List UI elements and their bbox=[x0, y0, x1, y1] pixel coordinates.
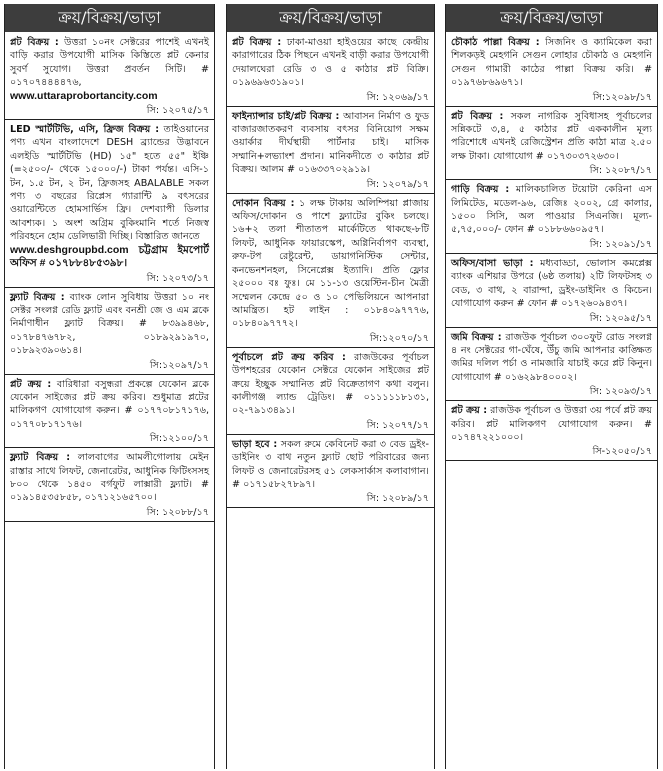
ad-body: সকল রুমে কেবিনেট করা ৩ বেড ড্রইং-ডাইনিং ৩ বাথ নতুন ফ্ল্যাট ছোট পরিবারের জন্য লিফট ও জেনারেটরসহ ৫১ লেকসার্কাস কলাবাগান। # ০১৭১৫৮২৭৮৯৭। bbox=[232, 438, 429, 490]
column-header: ক্রয়/বিক্রয়/ভাড়া bbox=[5, 4, 214, 32]
ad-title: ফ্ল্যাট বিক্রয় : bbox=[10, 452, 71, 464]
ad-body: সকল নাগরিক সুবিধাসহ পূর্বাচলের সন্নিকটে ৩,৪, ৫ কাঠার প্লট এককালীন মূল্য পরিশোধে এখনই রেজিস্ট্রেশন প্রতি কাঠা মাত্র ২.৫০ লক্ষ টাকা। যোগাযোগ # ০১৭৩০৩৭২৬৩০। bbox=[451, 110, 652, 162]
ad-title: গাড়ি বিক্রয় : bbox=[451, 184, 510, 196]
column-header: ক্রয়/বিক্রয়/ভাড়া bbox=[446, 4, 657, 32]
classified-ad bbox=[5, 36, 214, 103]
ad-title: ফাইন্যান্সার চাই/প্লট বিক্রয় : bbox=[232, 110, 340, 122]
ad-title: প্লট ক্রয় : bbox=[10, 378, 52, 390]
ad-reference: সি: ১২০৭৭/১৭ bbox=[227, 418, 434, 435]
classified-ad bbox=[227, 36, 434, 90]
classified-column-2 bbox=[226, 4, 435, 769]
ad-body: মধ্যবাড্ডা, ভোলাস কমপ্লেক্স ব্যাংক এশিয়ার উপরে (৬ষ্ঠ তলায়) ২টি লিফটসহ ৩ বেড, ৩ বাথ, ২ বারান্দা, ড্রইং-ডাইনিং ও কিচেন। যোগাযোগ করুন # ফোন # ০১৭২৬০৯৪৩৭। bbox=[451, 257, 652, 310]
ad-reference: সি:১২১০০/১৭ bbox=[5, 431, 214, 448]
ad-title: জমি বিক্রয় : bbox=[451, 331, 502, 343]
ad-body: সিজনিং ও ক্যামিকেল করা শিলকড়ই মেহগনি সেগুন লোহার চৌকাঠ ও মেহগনি সেগুন গামারী কাঠের পাল্লা বিক্রয় করি। # ০১৯৭৬৮৬৯৬৭১। bbox=[451, 37, 652, 89]
ad-reference: সি: ১২০৮৭/১৭ bbox=[446, 163, 657, 180]
ad-reference: সি: ১২০৭৫/১৭ bbox=[5, 103, 214, 120]
classified-ad bbox=[227, 110, 434, 177]
ad-reference: সি: ১২০৮৯/১৭ bbox=[227, 491, 434, 508]
ad-title: প্লট বিক্রয় : bbox=[232, 37, 282, 48]
classified-ad bbox=[446, 36, 657, 90]
ad-title: দোকান বিক্রয় : bbox=[232, 197, 295, 209]
ad-body: লালবাগের আমলীগোলায় মেইন রাস্তার সাথে লিফট, জেনারেটর, আধুনিক ফিটিংসসহ ৮০০ থেকে ১৪৫০ বর্গফুট লাক্সারী ফ্ল্যাট। # ০১৯১৪৫৩৫৮৫৮, ০১৭১২১৬৫৭০০। bbox=[10, 452, 209, 504]
classified-ad bbox=[446, 110, 657, 164]
classified-ad bbox=[446, 331, 657, 385]
ad-title: প্লট বিক্রয় : bbox=[10, 37, 59, 48]
ad-reference: সি:১২০৯৮/১৭ bbox=[446, 90, 657, 107]
classified-ad bbox=[227, 438, 434, 492]
ad-title: ফ্ল্যাট বিক্রয় : bbox=[10, 291, 65, 303]
column-header: ক্রয়/বিক্রয়/ভাড়া bbox=[227, 4, 434, 32]
ad-reference: সি:১২০৯৭/১৭ bbox=[5, 358, 214, 375]
ad-title: পূর্বাচলে প্লট ক্রয় করিব : bbox=[232, 351, 346, 363]
ad-reference: সি-১২০৫০/১৭ bbox=[446, 444, 657, 461]
classified-ad bbox=[446, 404, 657, 444]
classified-ad bbox=[446, 183, 657, 237]
ad-body: রাজউক পূর্বাচল ৩০০ফুট রোড সংলগ্ন ৪ নং সেক্টরের গা-ঘেঁষে, উঁচু জমি আপনার কাঙ্ক্ষিত জমির দলিল পর্চা ও নামজারি যাচাই করে প্লট কিনুন। যোগাযোগ # ০১৬২৯৮৪০০০২। bbox=[451, 331, 652, 383]
classified-ad bbox=[5, 378, 214, 432]
ad-body: মালিকচালিত টয়োটা কেরিনা এস লিমিটেড, মডেল-৯৬, রেজিঃ ২০০২, গ্রে কালার, ১৫০০ সিসি, অল পাওয়ার সিএনজি। মূল্য- ৫,৭৫,০০০/- ফোন # ০১৮৮৬৬০৯৫৭। bbox=[451, 184, 652, 236]
ad-title: অফিস/বাসা ভাড়া : bbox=[451, 257, 534, 269]
ad-reference: সি: ১২০৬৯/১৭ bbox=[227, 90, 434, 107]
ad-body: ঢাকা-মাওয়া হাইওয়ের কাছে কেন্দ্রীয় কারাগারের ঠিক পিছনে এখনই বাড়ী করার উপযোগী দেয়ালঘেরা রেডি ৩ ও ৫ কাঠার প্লট বিক্রি। ০১৯৬৯৬৩১৯০১। bbox=[232, 37, 429, 89]
ad-reference: সি: ১২০৮৮/১৭ bbox=[5, 505, 214, 522]
ad-body: আবাসন নির্মাণ ও ফুড বাজারজাতকরণ ব্যবসায় বৎসর বিনিয়োগ সক্ষম ওয়ার্কার দীর্ঘস্থায়ী পার্টনার চাই। মাসিক সম্মানি+লভ্যাংশ প্রদান। মানিকদীতে ৩ কাঠার প্লট বিক্রয়। আলম # ০১৬৩৩৭০২৯১৯। bbox=[232, 110, 430, 176]
ad-title: LED স্মার্টটিভি, এসি, ফ্রিজ বিক্রয় : bbox=[10, 124, 160, 136]
ad-title: প্লট ক্রয় : bbox=[451, 405, 488, 417]
ad-body: ১ লক্ষ টাকায় অলিম্পিয়া প্লাজায় অফিস/দোকান ও পাশে ফ্ল্যাটের বুকিং চলছে। ১৬+২ তলা শীতাতপ মার্কেটিতে থাকছে-৮টি লিফট, আধুনিক ফায়ারস্কেপ, অগ্নিনির্বাপণ ব্যবস্থা, রুফ-টপ রেষ্টুরেন্ট, ডায়াগনিস্টিক সেন্টার, কনভেনশনহল, সিনেপ্লেক্স ইত্যাদি। প্রতি ফ্লোর ২৫০০০ বঃ ফুঃ। মে ১১-১৩ ওয়েস্টিন-চীন মৈত্রী সম্মেলন কেন্দ্রে ৫০ ও ১০ পেভিলিয়নে আপনারা আমন্ত্রিত। হট লাইন : ০১৮৪০৯৭৭৭৬, ০১৮৪০৯৭৭৭২। bbox=[232, 197, 429, 330]
classified-ad bbox=[227, 351, 434, 418]
ad-website-link[interactable]: www.deshgroupbd.com চট্টগ্রাম ইমপোর্ট অফিস # ০১৭৮৮৪৮৫৩৯৮। bbox=[10, 243, 209, 270]
ad-reference: সি: ১২০৯৩/১৭ bbox=[446, 384, 657, 401]
ad-title: ভাড়া হবে : bbox=[232, 438, 278, 450]
classified-ad bbox=[227, 197, 434, 331]
ad-body: ব্যাংক লোন সুবিধায় উত্তরা ১০ নং সেক্টর সংলগ্ন রেডি ফ্ল্যাট এবং বনশ্রী জে ও এম ব্লকে নির্মাণাধীন ফ্ল্যাট বিক্রয়। # ৮৩৯৯৪৬৮, ০১৭৮৪৭৬৭৮২, ০১৮৯২৯১৯৭০, ০১৮৯২৩৯০৬১৪। bbox=[10, 291, 209, 357]
classified-column-1 bbox=[4, 4, 215, 769]
ad-reference: সি:১২০৭০/১৭ bbox=[227, 331, 434, 348]
ad-reference: সি: ১২০৭৯/১৭ bbox=[227, 177, 434, 194]
classified-ad bbox=[5, 123, 214, 270]
ad-body: তাইওয়ানের পণ্য এখন বাংলাদেশে DESH ব্র্যান্ডের উদ্ভাবনে এলইডি স্মার্টটিভি (HD) ১৫" হতে ৫৫" ইঞ্চি (=২৫০০/- থেকে ১৫০০০/-) টাকা পর্যন্ত। এসি-১ টন, ১.৫ টন, ২ টন, ফ্রিজসহ ABALABLE সকল পণ্য ৩ বছরের রিপ্লেস গ্যারান্টি ৯ বৎসরের ওয়ারেন্টিতে হোমসার্ভিস ফ্রি। দেশব্যাপী ডিলার আবশ্যক। ১ অংশ অগ্রিম বুকিংমানি শর্তে নিজস্ব পরিবহনে হোম ডেলিভারী দিচ্ছি। বিস্তারিত জানতে bbox=[10, 124, 209, 243]
ad-reference: সি: ১২০৯১/১৭ bbox=[446, 237, 657, 254]
ad-body: বারিধারা বসুন্ধরা প্রকল্পে যেকোন ব্লকে যেকোন সাইজের প্লট ক্রয় করিব। শুধুমাত্র প্লটের মালিকগণ যোগাযোগ করুন। # ০১৭৭০৮১৭১৭৬, ০১৭৭০৮১৭১৭৬। bbox=[10, 378, 209, 430]
ad-title: চৌকাঠ পাল্লা বিক্রয় : bbox=[451, 37, 540, 48]
ad-title: প্লট বিক্রয় : bbox=[451, 110, 504, 122]
classified-column-3 bbox=[445, 4, 658, 769]
ad-reference: সি: ১২০৭৩/১৭ bbox=[5, 271, 214, 288]
classified-ad bbox=[5, 451, 214, 505]
ad-body: উত্তরা ১০নং সেক্টরের পাশেই এখনই বাড়ি করার উপযোগী মাসিক কিস্তিতে প্লট কেনার সুবর্ণ সুযোগ। উত্তরা প্রবর্তন সিটি। # ০১৭০৭৪৪৪৪৭৬, bbox=[10, 37, 209, 89]
ad-body: রাজউকের পূর্বাচল উপশহরের যেকোন সেক্টরে যেকোন সাইজের প্লট ক্রয়ে ইচ্ছুক সম্মানিত প্লট বিক্রেতাগণ কথা বলুন। কালীগঞ্জ ল্যান্ড ট্রেডিং। # ০১১১১১৮১৩১, ০২-৭৯১৩৪৯১। bbox=[232, 351, 429, 417]
ad-body: রাজউক পূর্বাচল ও উত্তরা ৩য় পর্বে প্লট ক্রয় করিব। প্লট মালিকগণ যোগাযোগ করুন। # ০১৭৪৭২২১০০০। bbox=[451, 405, 653, 443]
classified-ad bbox=[5, 291, 214, 358]
ad-reference: সি: ১২০৯৫/১৭ bbox=[446, 311, 657, 328]
ad-website-link[interactable]: www.uttaraprobortancity.com bbox=[10, 89, 158, 102]
classified-ad bbox=[446, 257, 657, 311]
